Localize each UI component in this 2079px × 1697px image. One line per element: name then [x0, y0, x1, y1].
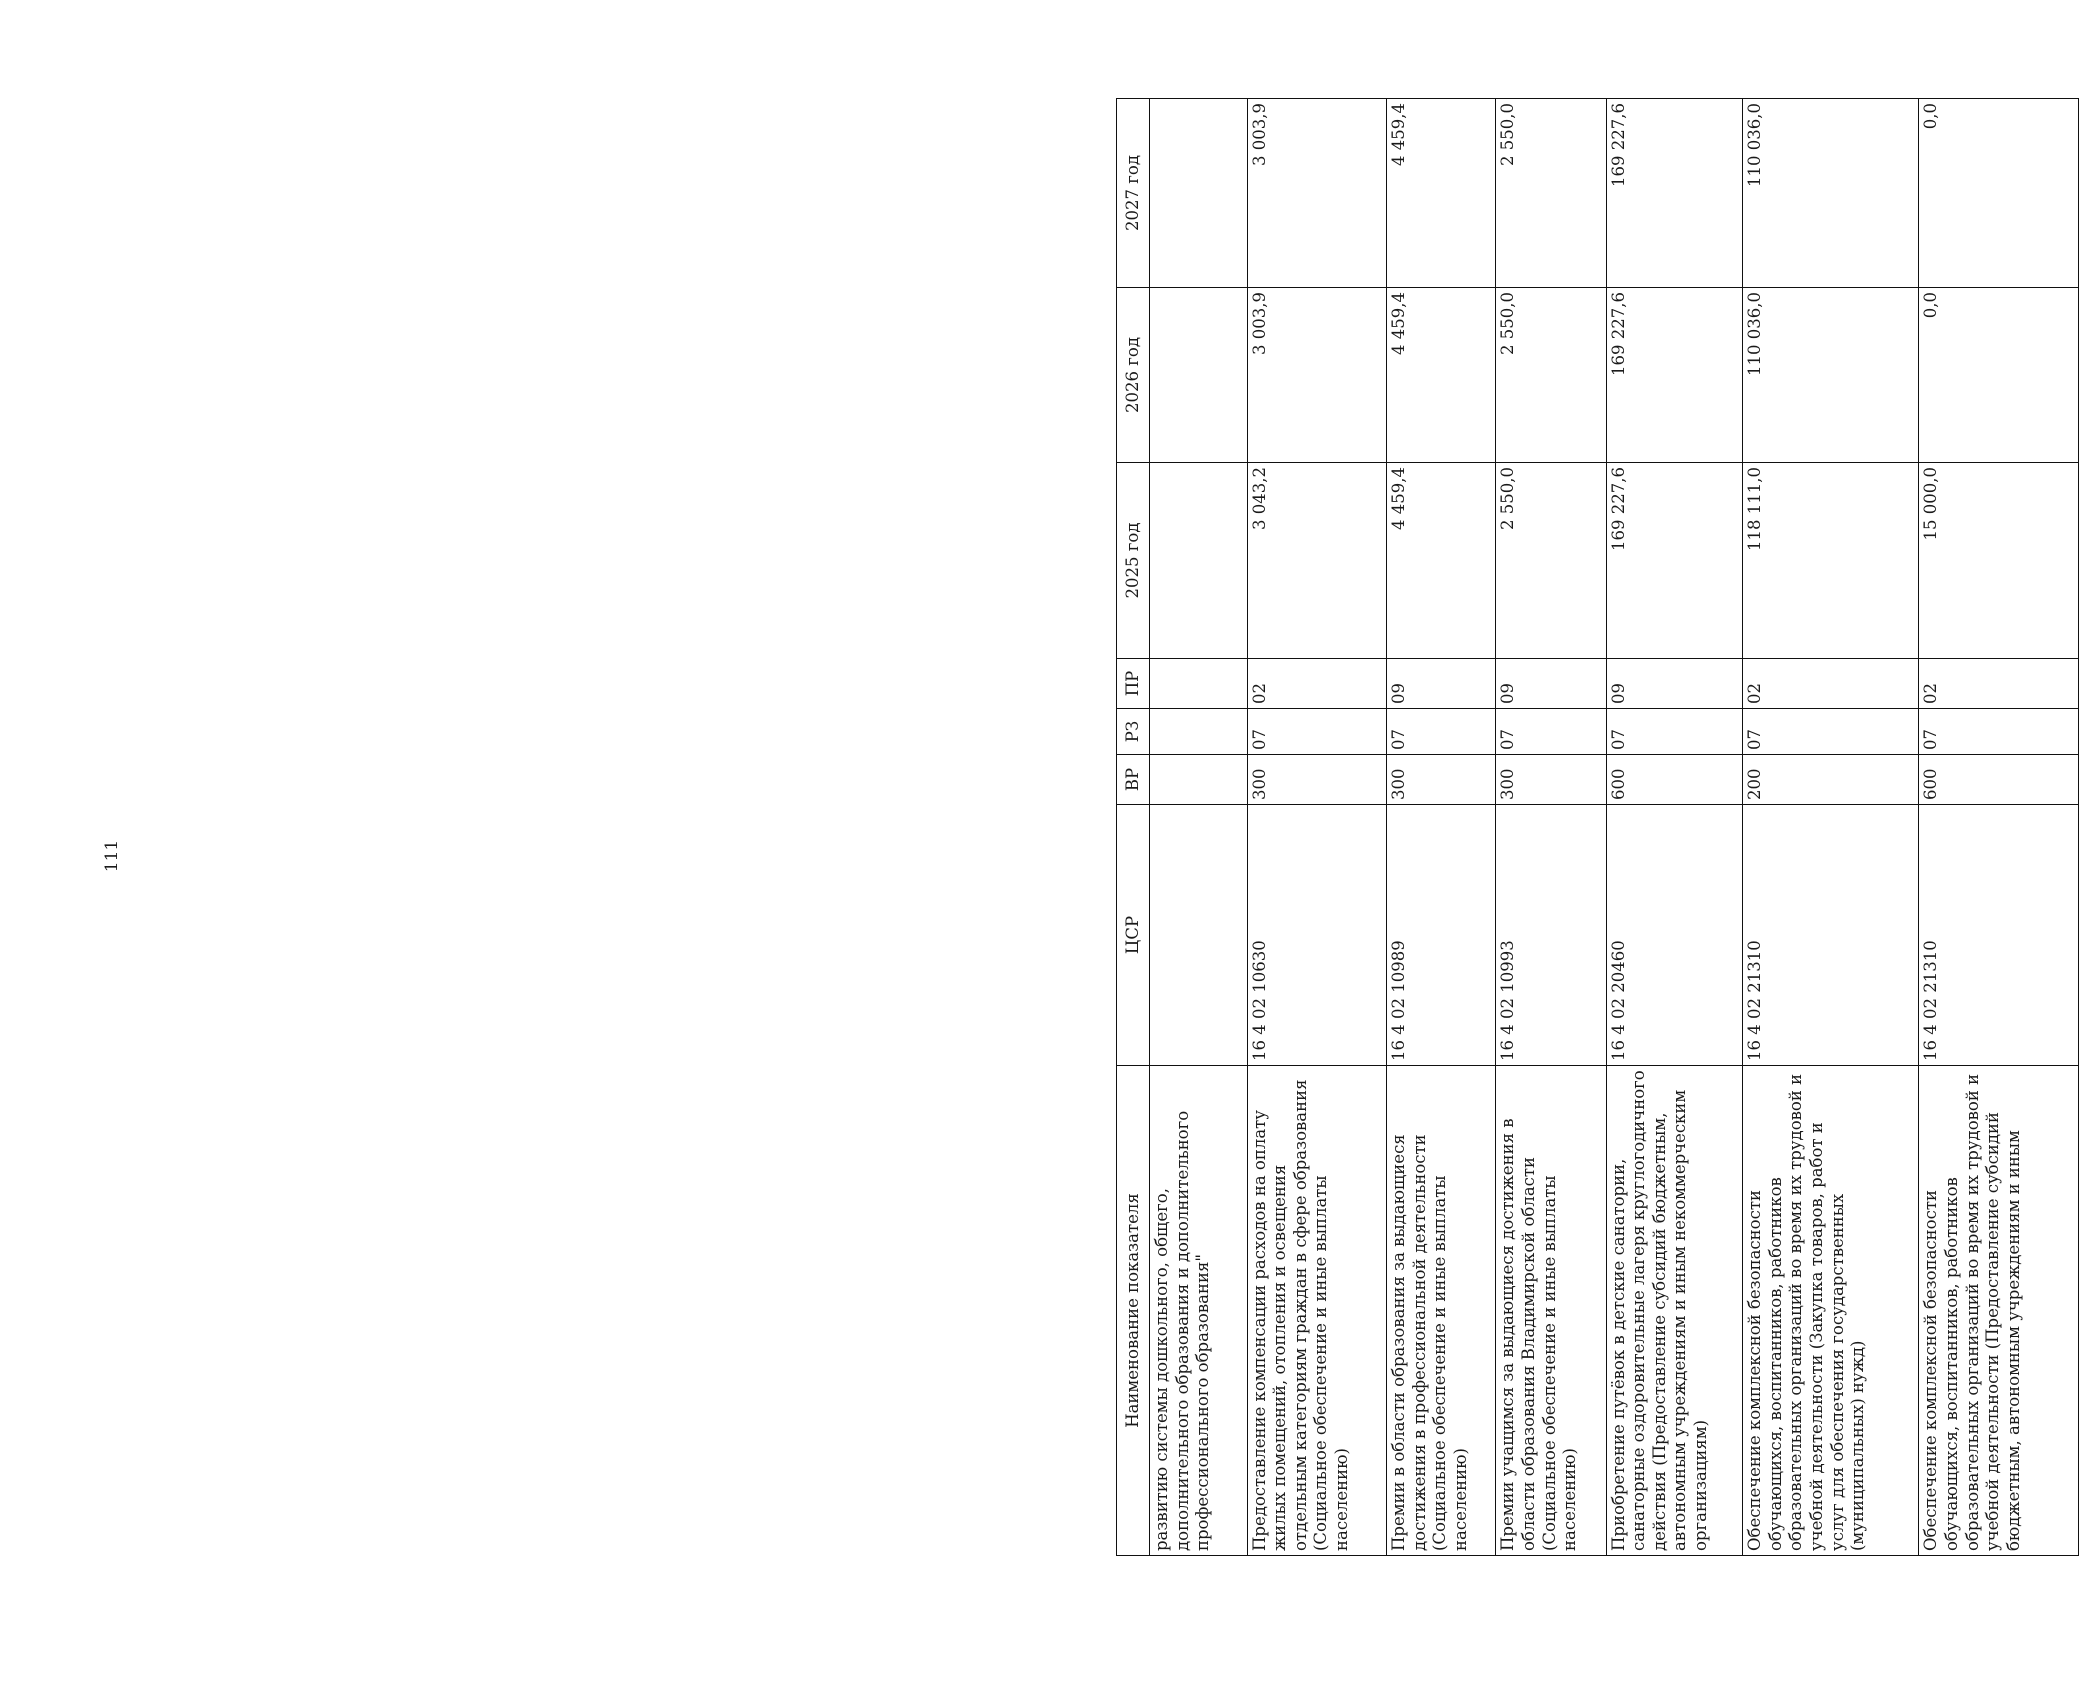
cell-csr: 16 4 02 10630 [1247, 805, 1387, 1066]
cell-pr: 02 [1247, 659, 1387, 709]
cell-rz: 07 [1743, 709, 1919, 755]
cell-csr [1150, 805, 1248, 1066]
cell-pr: 09 [1606, 659, 1742, 709]
cell-name: развитию системы дошкольного, общего, дополнительного образования и дополнительного профессионального образования" [1150, 1066, 1248, 1556]
header-2026: 2026 год [1117, 288, 1150, 463]
cell-2025: 2 550,0 [1496, 463, 1606, 659]
cell-2025: 15 000,0 [1919, 463, 2079, 659]
table-row [1150, 99, 1248, 1556]
cell-name: Обеспечение комплексной безопасности обучающихся, воспитанников, работников образовательных организаций во время их трудовой и учебной деятельности (Предоставление субсидий бюджетным, автономным учреждениям и иным [1919, 1066, 2079, 1556]
cell-vr: 300 [1247, 755, 1387, 805]
cell-vr: 600 [1919, 755, 2079, 805]
cell-pr: 09 [1496, 659, 1606, 709]
cell-2027: 0,0 [1919, 99, 2079, 288]
cell-2027: 3 003,9 [1247, 99, 1387, 288]
cell-name: Премии в области образования за выдающиеся достижения в профессиональной деятельности (Социальное обеспечение и иные выплаты населению) [1387, 1066, 1496, 1556]
table-row [1247, 99, 1387, 1556]
table-row [1387, 99, 1496, 1556]
cell-2027: 110 036,0 [1743, 99, 1919, 288]
cell-rz: 07 [1919, 709, 2079, 755]
header-csr: ЦСР [1117, 805, 1150, 1066]
table-row [1919, 99, 2079, 1556]
cell-csr: 16 4 02 21310 [1919, 805, 2079, 1066]
cell-csr: 16 4 02 21310 [1743, 805, 1919, 1066]
cell-name: Премии учащимся за выдающиеся достижения в области образования Владимирской области (Социальное обеспечение и иные выплаты населению) [1496, 1066, 1606, 1556]
cell-pr: 02 [1743, 659, 1919, 709]
header-2025: 2025 год [1117, 463, 1150, 659]
cell-vr: 600 [1606, 755, 1742, 805]
cell-vr: 300 [1387, 755, 1496, 805]
header-2027: 2027 год [1117, 99, 1150, 288]
cell-rz [1150, 709, 1248, 755]
cell-csr: 16 4 02 10993 [1496, 805, 1606, 1066]
cell-rz: 07 [1387, 709, 1496, 755]
cell-csr: 16 4 02 10989 [1387, 805, 1496, 1066]
budget-table [1116, 98, 2079, 1556]
cell-rz: 07 [1496, 709, 1606, 755]
cell-vr [1150, 755, 1248, 805]
table-row [1496, 99, 1606, 1556]
cell-2026: 0,0 [1919, 288, 2079, 463]
table-header-row [1117, 99, 1150, 1556]
cell-name: Обеспечение комплексной безопасности обучающихся, воспитанников, работников образовательных организаций во время их трудовой и учебной деятельности (Закупка товаров, работ и услуг для обеспечения государственных (муниципальных) нужд) [1743, 1066, 1919, 1556]
table-row [1606, 99, 1742, 1556]
cell-vr: 300 [1496, 755, 1606, 805]
table-row [1743, 99, 1919, 1556]
cell-2025: 3 043,2 [1247, 463, 1387, 659]
cell-2026 [1150, 288, 1248, 463]
cell-2027 [1150, 99, 1248, 288]
cell-2026: 2 550,0 [1496, 288, 1606, 463]
header-vr: ВР [1117, 755, 1150, 805]
cell-name: Предоставление компенсации расходов на оплату жилых помещений, отопления и освещения отдельным категориям граждан в сфере образования (Социальное обеспечение и иные выплаты населению) [1247, 1066, 1387, 1556]
header-pr: ПР [1117, 659, 1150, 709]
cell-2027: 2 550,0 [1496, 99, 1606, 288]
cell-rz: 07 [1247, 709, 1387, 755]
cell-name: Приобретение путёвок в детские санатории, санаторные оздоровительные лагеря круглогодичного действия (Предоставление субсидий бюджетным, автономным учреждениям и иным некоммерческим организациям) [1606, 1066, 1742, 1556]
cell-2027: 169 227,6 [1606, 99, 1742, 288]
budget-table-container [1116, 99, 2079, 1556]
page-number: 111 [102, 839, 123, 873]
cell-rz: 07 [1606, 709, 1742, 755]
header-rz: РЗ [1117, 709, 1150, 755]
cell-2026: 110 036,0 [1743, 288, 1919, 463]
header-name: Наименование показателя [1117, 1066, 1150, 1556]
cell-2025: 4 459,4 [1387, 463, 1496, 659]
cell-2025: 169 227,6 [1606, 463, 1742, 659]
cell-2026: 4 459,4 [1387, 288, 1496, 463]
cell-vr: 200 [1743, 755, 1919, 805]
cell-pr: 09 [1387, 659, 1496, 709]
cell-2025 [1150, 463, 1248, 659]
cell-csr: 16 4 02 20460 [1606, 805, 1742, 1066]
cell-pr: 02 [1919, 659, 2079, 709]
cell-2027: 4 459,4 [1387, 99, 1496, 288]
cell-pr [1150, 659, 1248, 709]
cell-2025: 118 111,0 [1743, 463, 1919, 659]
cell-2026: 169 227,6 [1606, 288, 1742, 463]
cell-2026: 3 003,9 [1247, 288, 1387, 463]
